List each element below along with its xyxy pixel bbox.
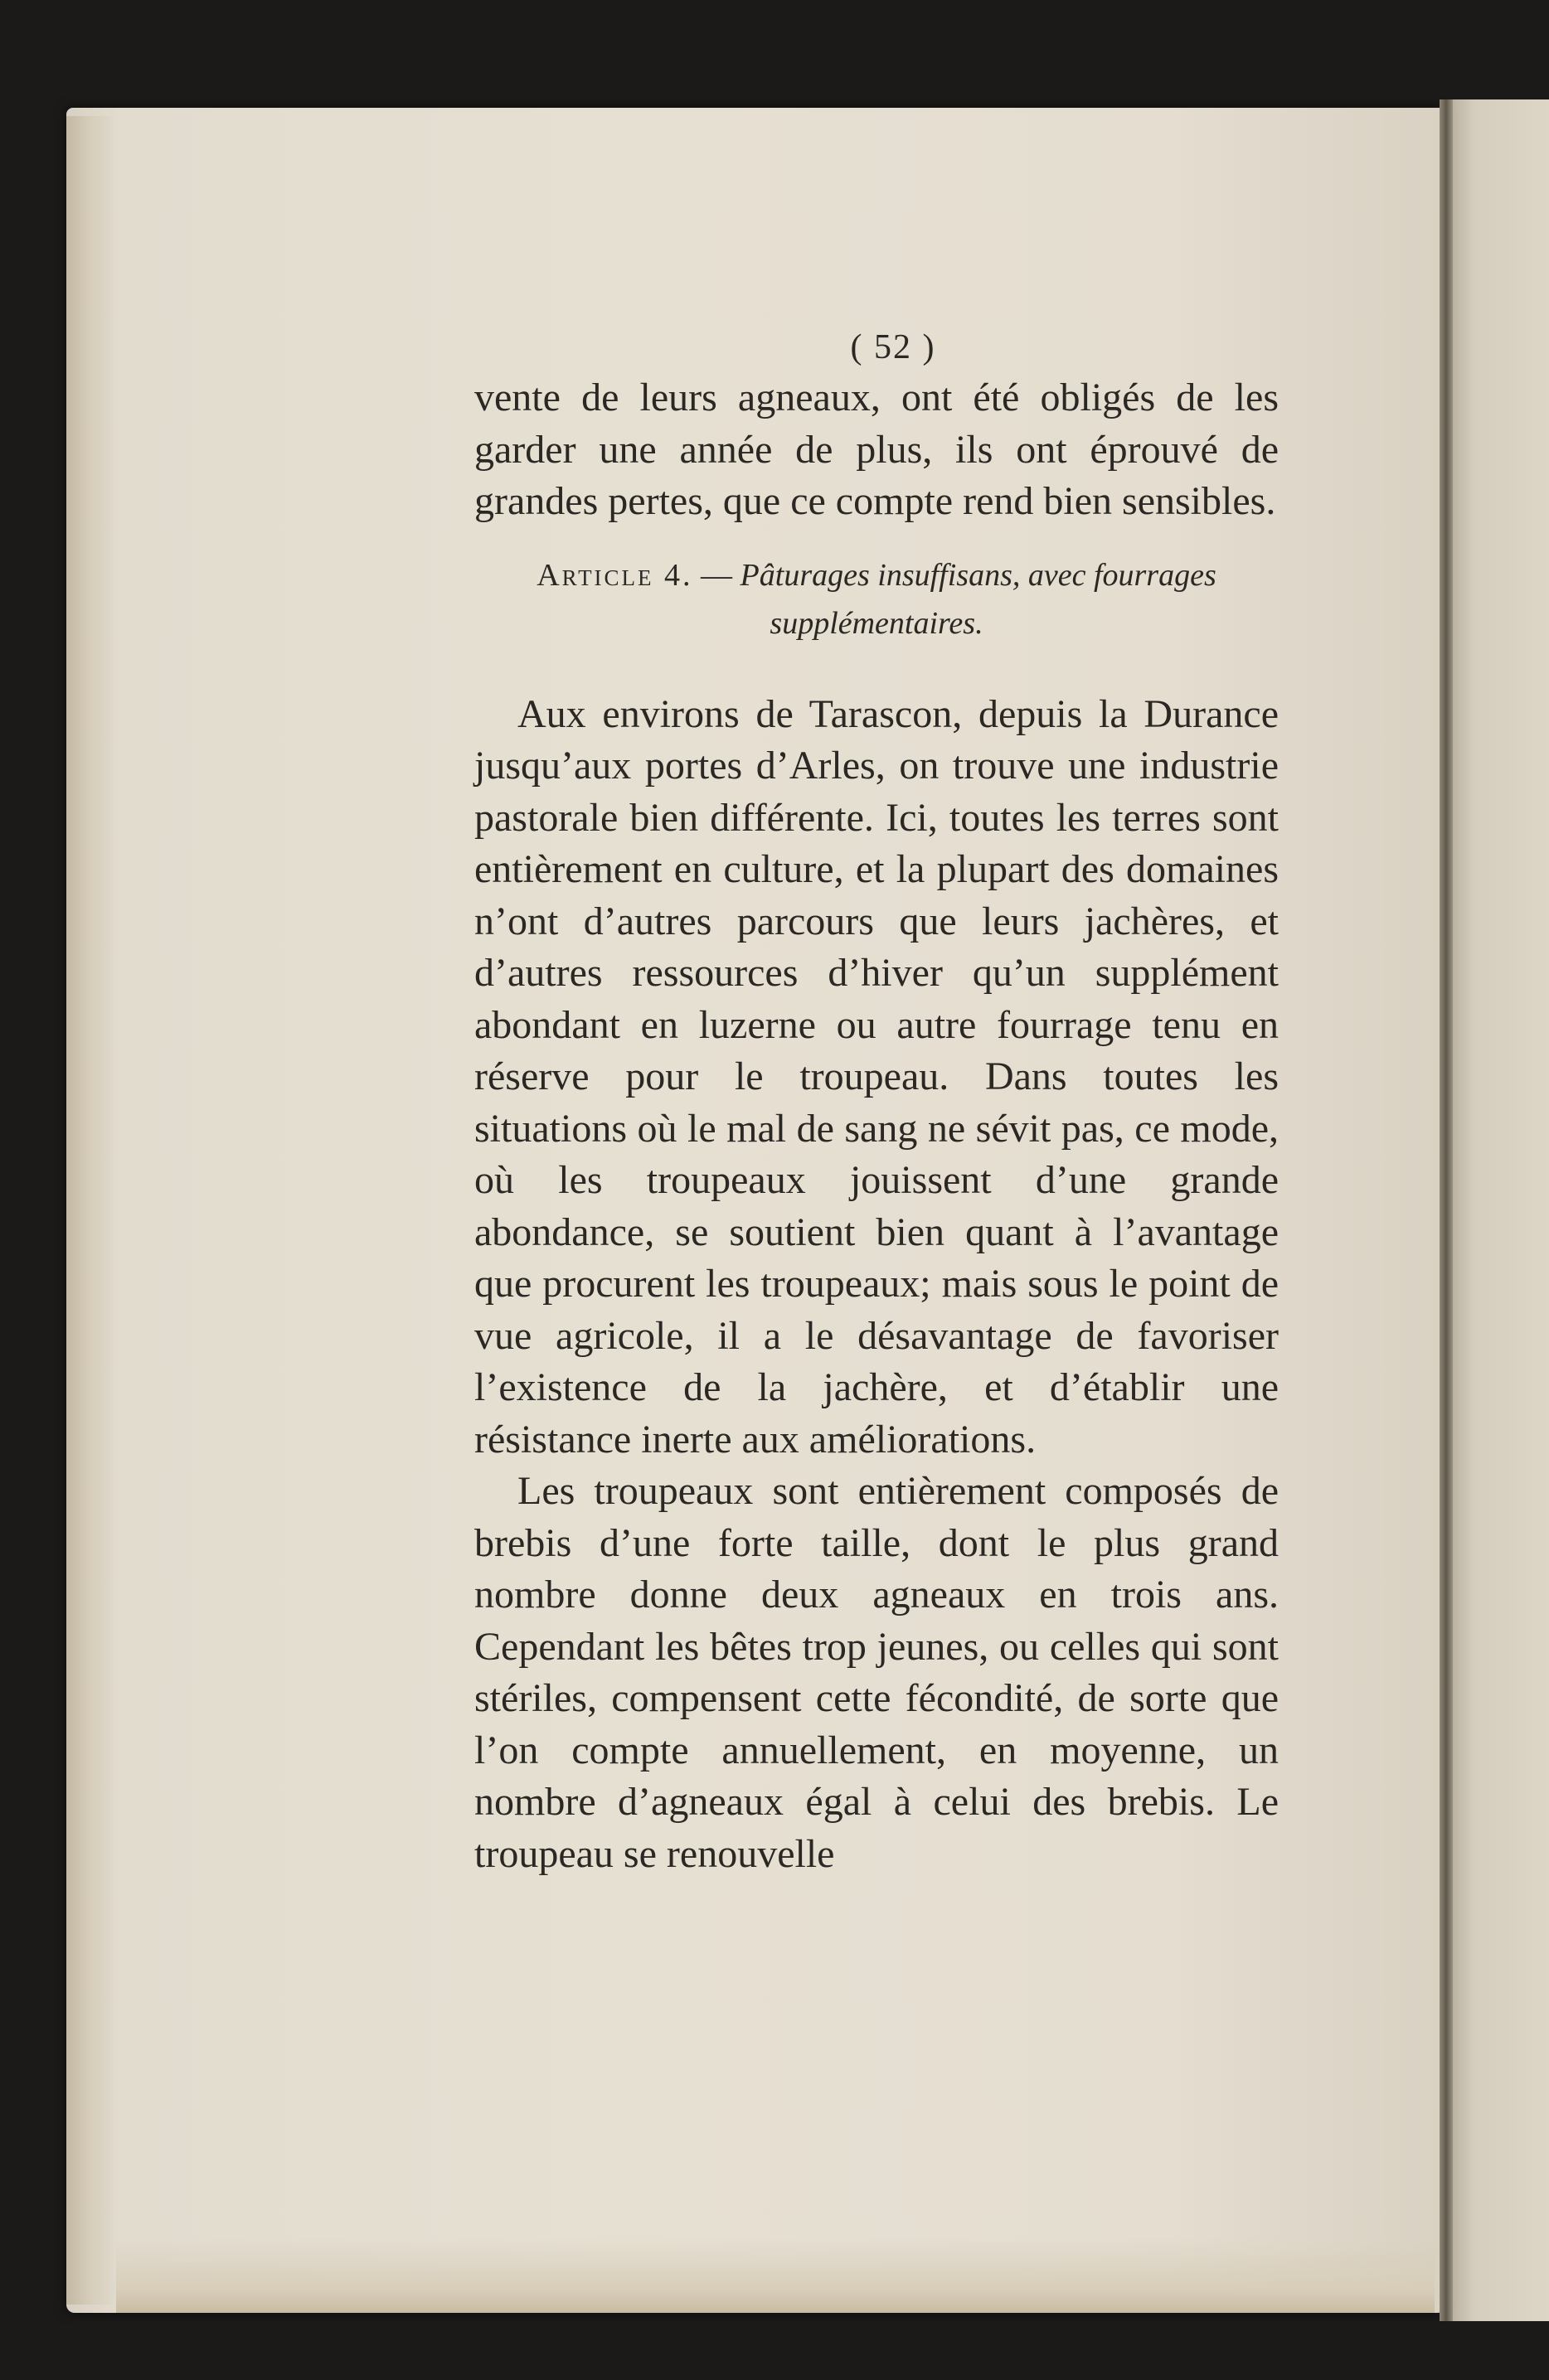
page-edge-bottom — [116, 2238, 1435, 2313]
article-label: Article 4. — [537, 557, 693, 593]
paragraph-2: Les troupeaux sont entièrement composés de brebis d’une forte taille, dont le plus grand nombre donne deux agneaux en trois ans. Cependant les bêtes trop jeunes, ou celles qui sont stériles, compensent cette fécondité, de sorte que l’on compte annuellement, en moyenne, un nombre d’agneaux égal à celui des brebis. Le troupeau se renouvelle — [474, 1469, 1279, 1876]
paragraph-1: Aux environs de Tarascon, depuis la Durance jusqu’aux portes d’Arles, on trouve une industrie pastorale bien différente. Ici, toutes les terres sont entièrement en culture, et la plupart des domaines n’ont d’autres parcours que leurs jachères, et d’autres ressources d’hiver qu’un supplément abondant en luzerne ou autre fourrage tenu en réserve pour le troupeau. Dans toutes les situations où le mal de sang ne sévit pas, ce mode, où les troupeaux jouissent d’une grande abondance, se soutient bien quant à l’avantage que procurent les troupeaux; mais sous le point de vue agricole, il a le désavantage de favoriser l’existence de la jachère, et d’établir une résistance inerte aux améliorations. — [474, 691, 1279, 1461]
page-text — [474, 327, 1279, 1880]
article-title: Pâturages insuffisans, avec fourrages supplémentaires. — [740, 557, 1216, 641]
article-heading — [474, 551, 1279, 647]
article-dash: — — [701, 557, 733, 593]
page-edge-left — [66, 116, 116, 2305]
page-number: ( 52 ) — [850, 328, 936, 366]
book-gutter — [1440, 99, 1453, 2321]
opening-paragraph: vente de leurs agneaux, ont été obligés de les garder une année de plus, ils ont éprouvé de grandes pertes, que ce compte rend bien sensibles. — [474, 376, 1279, 523]
adjacent-page-edge — [1449, 99, 1549, 2321]
